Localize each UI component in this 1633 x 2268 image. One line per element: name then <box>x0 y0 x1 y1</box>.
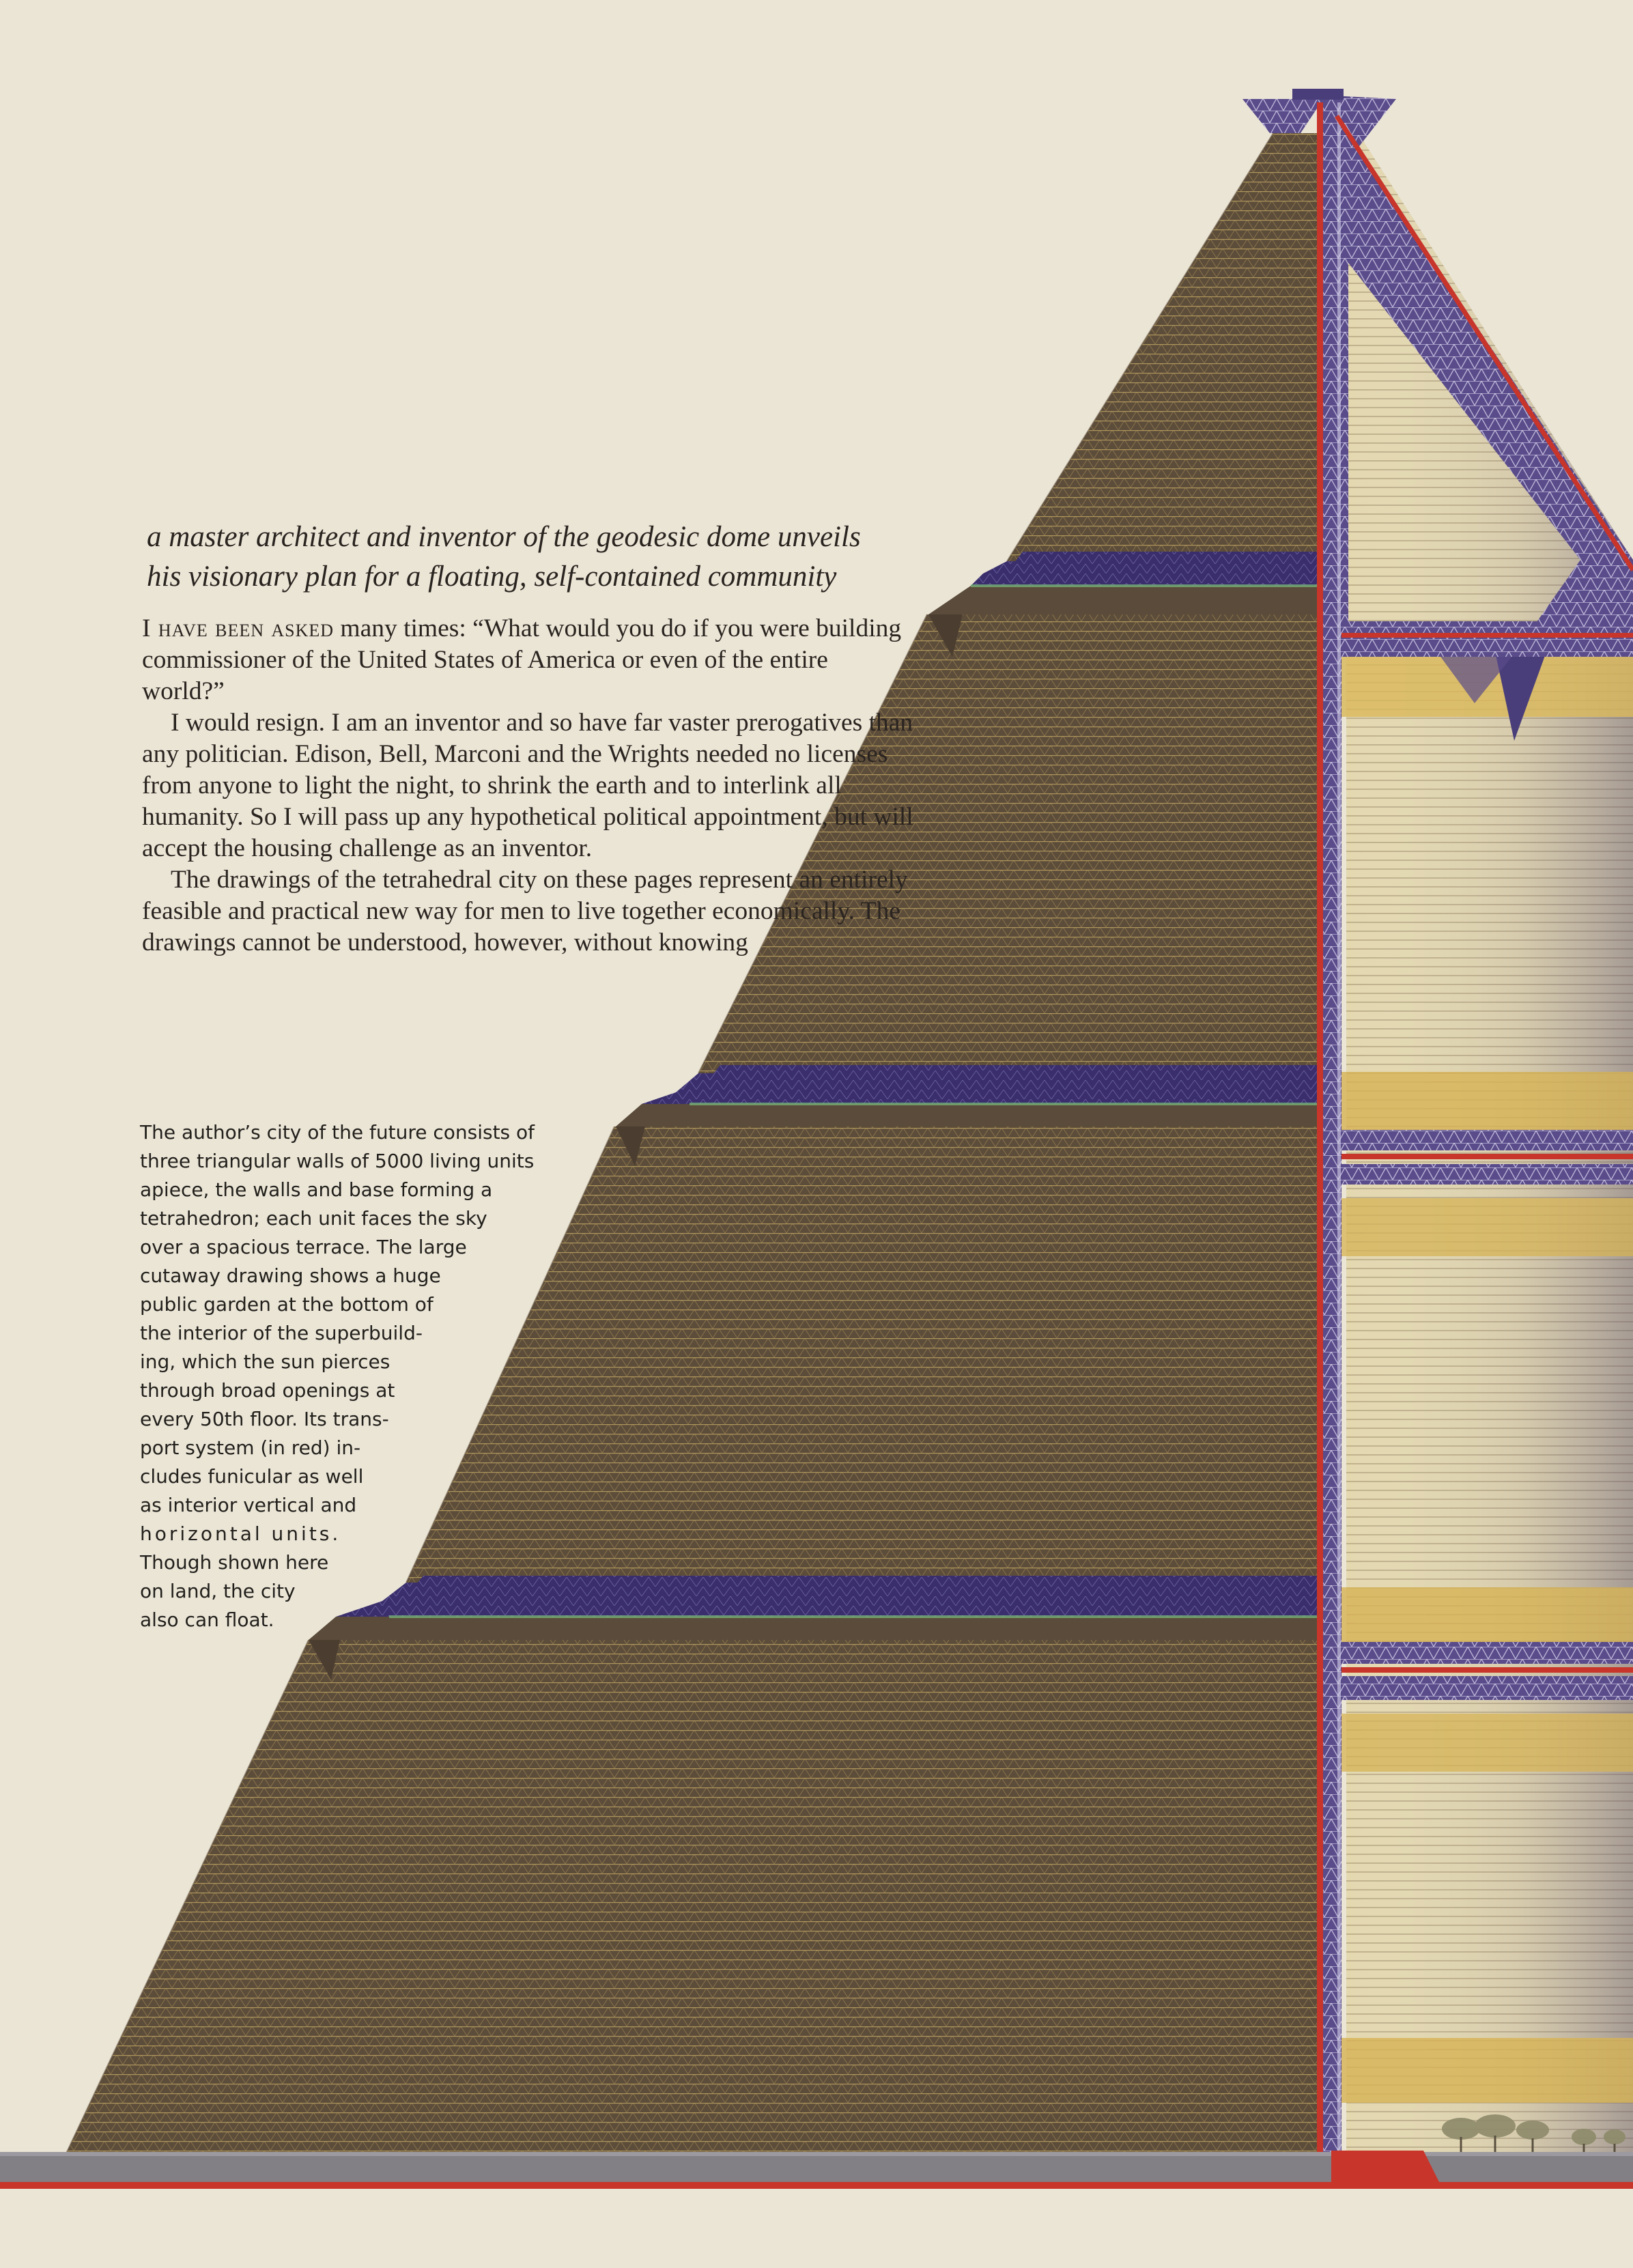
caption-line: public garden at the bottom of <box>140 1293 434 1316</box>
caption-line: apiece, the walls and base forming a <box>140 1178 493 1201</box>
article-paragraph-1 <box>142 613 913 707</box>
caption-line: cutaway drawing shows a huge <box>140 1264 441 1287</box>
article-body <box>142 613 913 959</box>
caption-line: horizontal units. <box>140 1522 341 1545</box>
caption-line: three triangular walls of 5000 living units <box>140 1150 535 1172</box>
lead-in: I have been asked <box>142 614 335 642</box>
intro-deck <box>147 518 952 597</box>
caption-line: ing, which the sun pierces <box>140 1350 390 1373</box>
intro-line-2: his visionary plan for a floating, self-contained community <box>147 561 837 593</box>
intro-line-1: a master architect and inventor of the geodesic dome unveils <box>147 521 861 553</box>
caption-line: on land, the city <box>140 1580 296 1602</box>
caption-line: the interior of the superbuild- <box>140 1322 423 1344</box>
caption-line: Though shown here <box>140 1551 329 1574</box>
caption-line: every 50th floor. Its trans- <box>140 1408 389 1430</box>
caption-line: also can float. <box>140 1608 274 1631</box>
article-paragraph-3: The drawings of the tetrahedral city on these pages represent an entirely feasible and practical new way for men to live together economically. The drawings cannot be understood, however, without knowing <box>142 866 908 956</box>
caption-line: through broad openings at <box>140 1379 395 1402</box>
caption-line: The author’s city of the future consists of <box>140 1121 535 1144</box>
caption-line: as interior vertical and <box>140 1494 357 1516</box>
caption-line: over a spacious terrace. The large <box>140 1236 467 1258</box>
article-paragraph-2: I would resign. I am an inventor and so have far vaster prerogatives than any politician. Edison, Bell, Marconi and the Wrights needed no licenses from anyone to light the night, to shrink the earth and to interlink all humanity. So I will pass up any hypothetical political appointment, but will accept the housing challenge as an inventor. <box>142 709 913 862</box>
caption-line: port system (in red) in- <box>140 1436 361 1459</box>
caption-line: cludes funicular as well <box>140 1465 364 1488</box>
caption-line: tetrahedron; each unit faces the sky <box>140 1207 487 1230</box>
paragraph-1-text: many times: “What would you do if you were building commissioner of the United States of America or even of the entire world?” <box>142 614 902 705</box>
